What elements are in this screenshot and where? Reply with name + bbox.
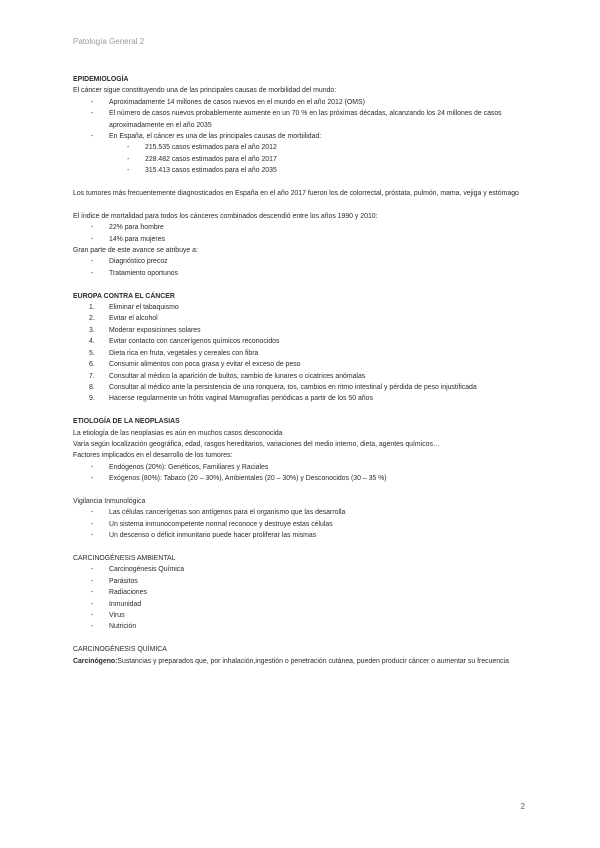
list-item: - 228.482 casos estimados para el año 2017 <box>73 154 523 165</box>
list-item: - En España, el cáncer es una de las principales causas de morbilidad: <box>73 131 523 142</box>
tumores-paragraph: Los tumores más frecuentemente diagnosticados en España en el año 2017 fueron los de colorrectal, próstata, pulmón, mama, vejiga y estómago <box>73 190 519 198</box>
carcinogeno-term: Carcinógeno: <box>73 657 118 665</box>
section-title-quimica: CARCINOGÉNESIS QUÍMICA <box>73 646 167 654</box>
list-item: - Tratamiento oportunos <box>73 268 523 279</box>
carcinogeno-definition <box>73 656 523 667</box>
list-item <box>73 302 523 313</box>
item-text: Consultar al médico ante la persistencia de una ronquera, tos, cambios en ritmo intestinal y pérdida de peso injustificada <box>109 383 477 391</box>
list-item: - Un sistema inmunocompetente normal reconoce y destruye estas células <box>73 519 523 530</box>
list-item: - 22% para hombre <box>73 222 523 233</box>
list-item: - Inmunidad <box>73 599 523 610</box>
list-item: - Endógenos (20%): Genéticos, Familiares y Raciales <box>73 462 523 473</box>
list-item: - Radiaciones <box>73 587 523 598</box>
item-number: 8. <box>89 383 95 391</box>
section-title-vigilancia: Vigilancia Inmunológica <box>73 497 146 505</box>
list-item <box>73 336 523 347</box>
item-text: Evitar el alcohol <box>109 315 158 323</box>
list-item: - Nutrición <box>73 621 523 632</box>
item-number: 9. <box>89 395 95 403</box>
list-item: - 14% para mujeres <box>73 234 523 245</box>
section-title-etiologia: ETIOLOGÍA DE LA NEOPLASIAS <box>73 418 180 426</box>
item-number: 5. <box>89 349 95 357</box>
ambiental-list <box>73 564 523 632</box>
list-item: - Aproximadamente 14 millones de casos nuevos en el mundo en el año 2012 (OMS) <box>73 97 523 108</box>
section-title-epidemiologia: EPIDEMIOLOGÍA <box>73 76 129 83</box>
etiologia-line: Varía según localización geográfica, edad, rasgos hereditarios, variaciones del medio interno, dieta, agentes químicos… <box>73 440 440 448</box>
list-item: - El número de casos nuevos probablemente aumente en un 70 % en las próximas décadas, alcanzando los 24 millones de casos aproximadamente en el año 2035 <box>73 108 523 131</box>
carcinogeno-text: Sustancias y preparados que, por inhalación,ingestión o penetración cutánea, pueden producir cáncer o aumentar su frecuencia <box>117 657 509 665</box>
list-item: - 215.535 casos estimados para el año 2012 <box>73 142 523 153</box>
avance-paragraph: Gran parte de este avance se atribuye a: <box>73 247 198 255</box>
list-item: - 315.413 casos estimados para el año 2035 <box>73 165 523 176</box>
list-item: - Las células cancerígenas son antígenos para el organismo que las desarrolla <box>73 507 523 518</box>
epidemiologia-intro: El cáncer sigue constituyendo una de las principales causas de morbilidad del mundo: <box>73 87 337 95</box>
list-item: - Exógenos (80%): Tabaco (20 – 30%), Ambientales (20 – 30%) y Desconocidos (30 – 35 %) <box>73 473 523 484</box>
item-text: Eliminar el tabaquismo <box>109 304 179 312</box>
etiologia-line: La etiología de las neoplasias es aún en muchos casos desconocida <box>73 429 283 437</box>
section-title-europa: EUROPA CONTRA EL CÁNCER <box>73 292 175 300</box>
list-item <box>73 359 523 370</box>
item-number: 2. <box>89 315 95 323</box>
list-item: - Virus <box>73 610 523 621</box>
item-text: Hacerse regularmente un frótis vaginal Mamografías periódicas a partir de los 50 años <box>109 395 373 403</box>
list-item: - Diagnóstico precoz <box>73 256 523 267</box>
item-text: Evitar contacto con cancerígenos químicos reconocidos <box>109 338 280 346</box>
list-item <box>73 313 523 324</box>
item-number: 6. <box>89 361 95 369</box>
section-title-ambiental: CARCINOGÉNESIS AMBIENTAL <box>73 554 176 562</box>
page-number: 2 <box>520 802 525 811</box>
etiologia-line: Factores implicados en el desarrollo de los tumores: <box>73 452 233 460</box>
mortalidad-list <box>73 222 523 245</box>
item-number: 1. <box>89 304 95 312</box>
vigilancia-list <box>73 507 523 541</box>
spain-cases-list <box>73 142 523 176</box>
item-text: Consultar al médico la aparición de bultos, cambio de lunares o cicatrices anómalas <box>109 372 366 380</box>
europa-list <box>73 302 523 405</box>
mortalidad-paragraph: El índice de mortalidad para todos los cánceres combinados descendió entre los años 1990 y 2010: <box>73 212 378 220</box>
list-item: - Un descenso o déficit inmunitario puede hacer proliferar las mismas <box>73 530 523 541</box>
item-text: Moderar exposiciones solares <box>109 326 201 334</box>
list-item <box>73 348 523 359</box>
epidemiologia-list <box>73 97 523 143</box>
list-item <box>73 371 523 382</box>
item-number: 4. <box>89 338 95 346</box>
page-content <box>73 74 523 667</box>
list-item <box>73 393 523 404</box>
item-number: 7. <box>89 372 95 380</box>
list-item: - Parásitos <box>73 576 523 587</box>
item-number: 3. <box>89 326 95 334</box>
list-item <box>73 382 523 393</box>
avance-list <box>73 256 523 279</box>
factores-list <box>73 462 523 485</box>
list-item: - Carcinogénesis Química <box>73 564 523 575</box>
list-item <box>73 325 523 336</box>
item-text: Dieta rica en fruta, vegetales y cereales con fibra <box>109 349 259 357</box>
item-text: Consumir alimentos con poca grasa y evitar el exceso de peso <box>109 361 301 369</box>
page-header: Patología General 2 <box>73 37 145 46</box>
